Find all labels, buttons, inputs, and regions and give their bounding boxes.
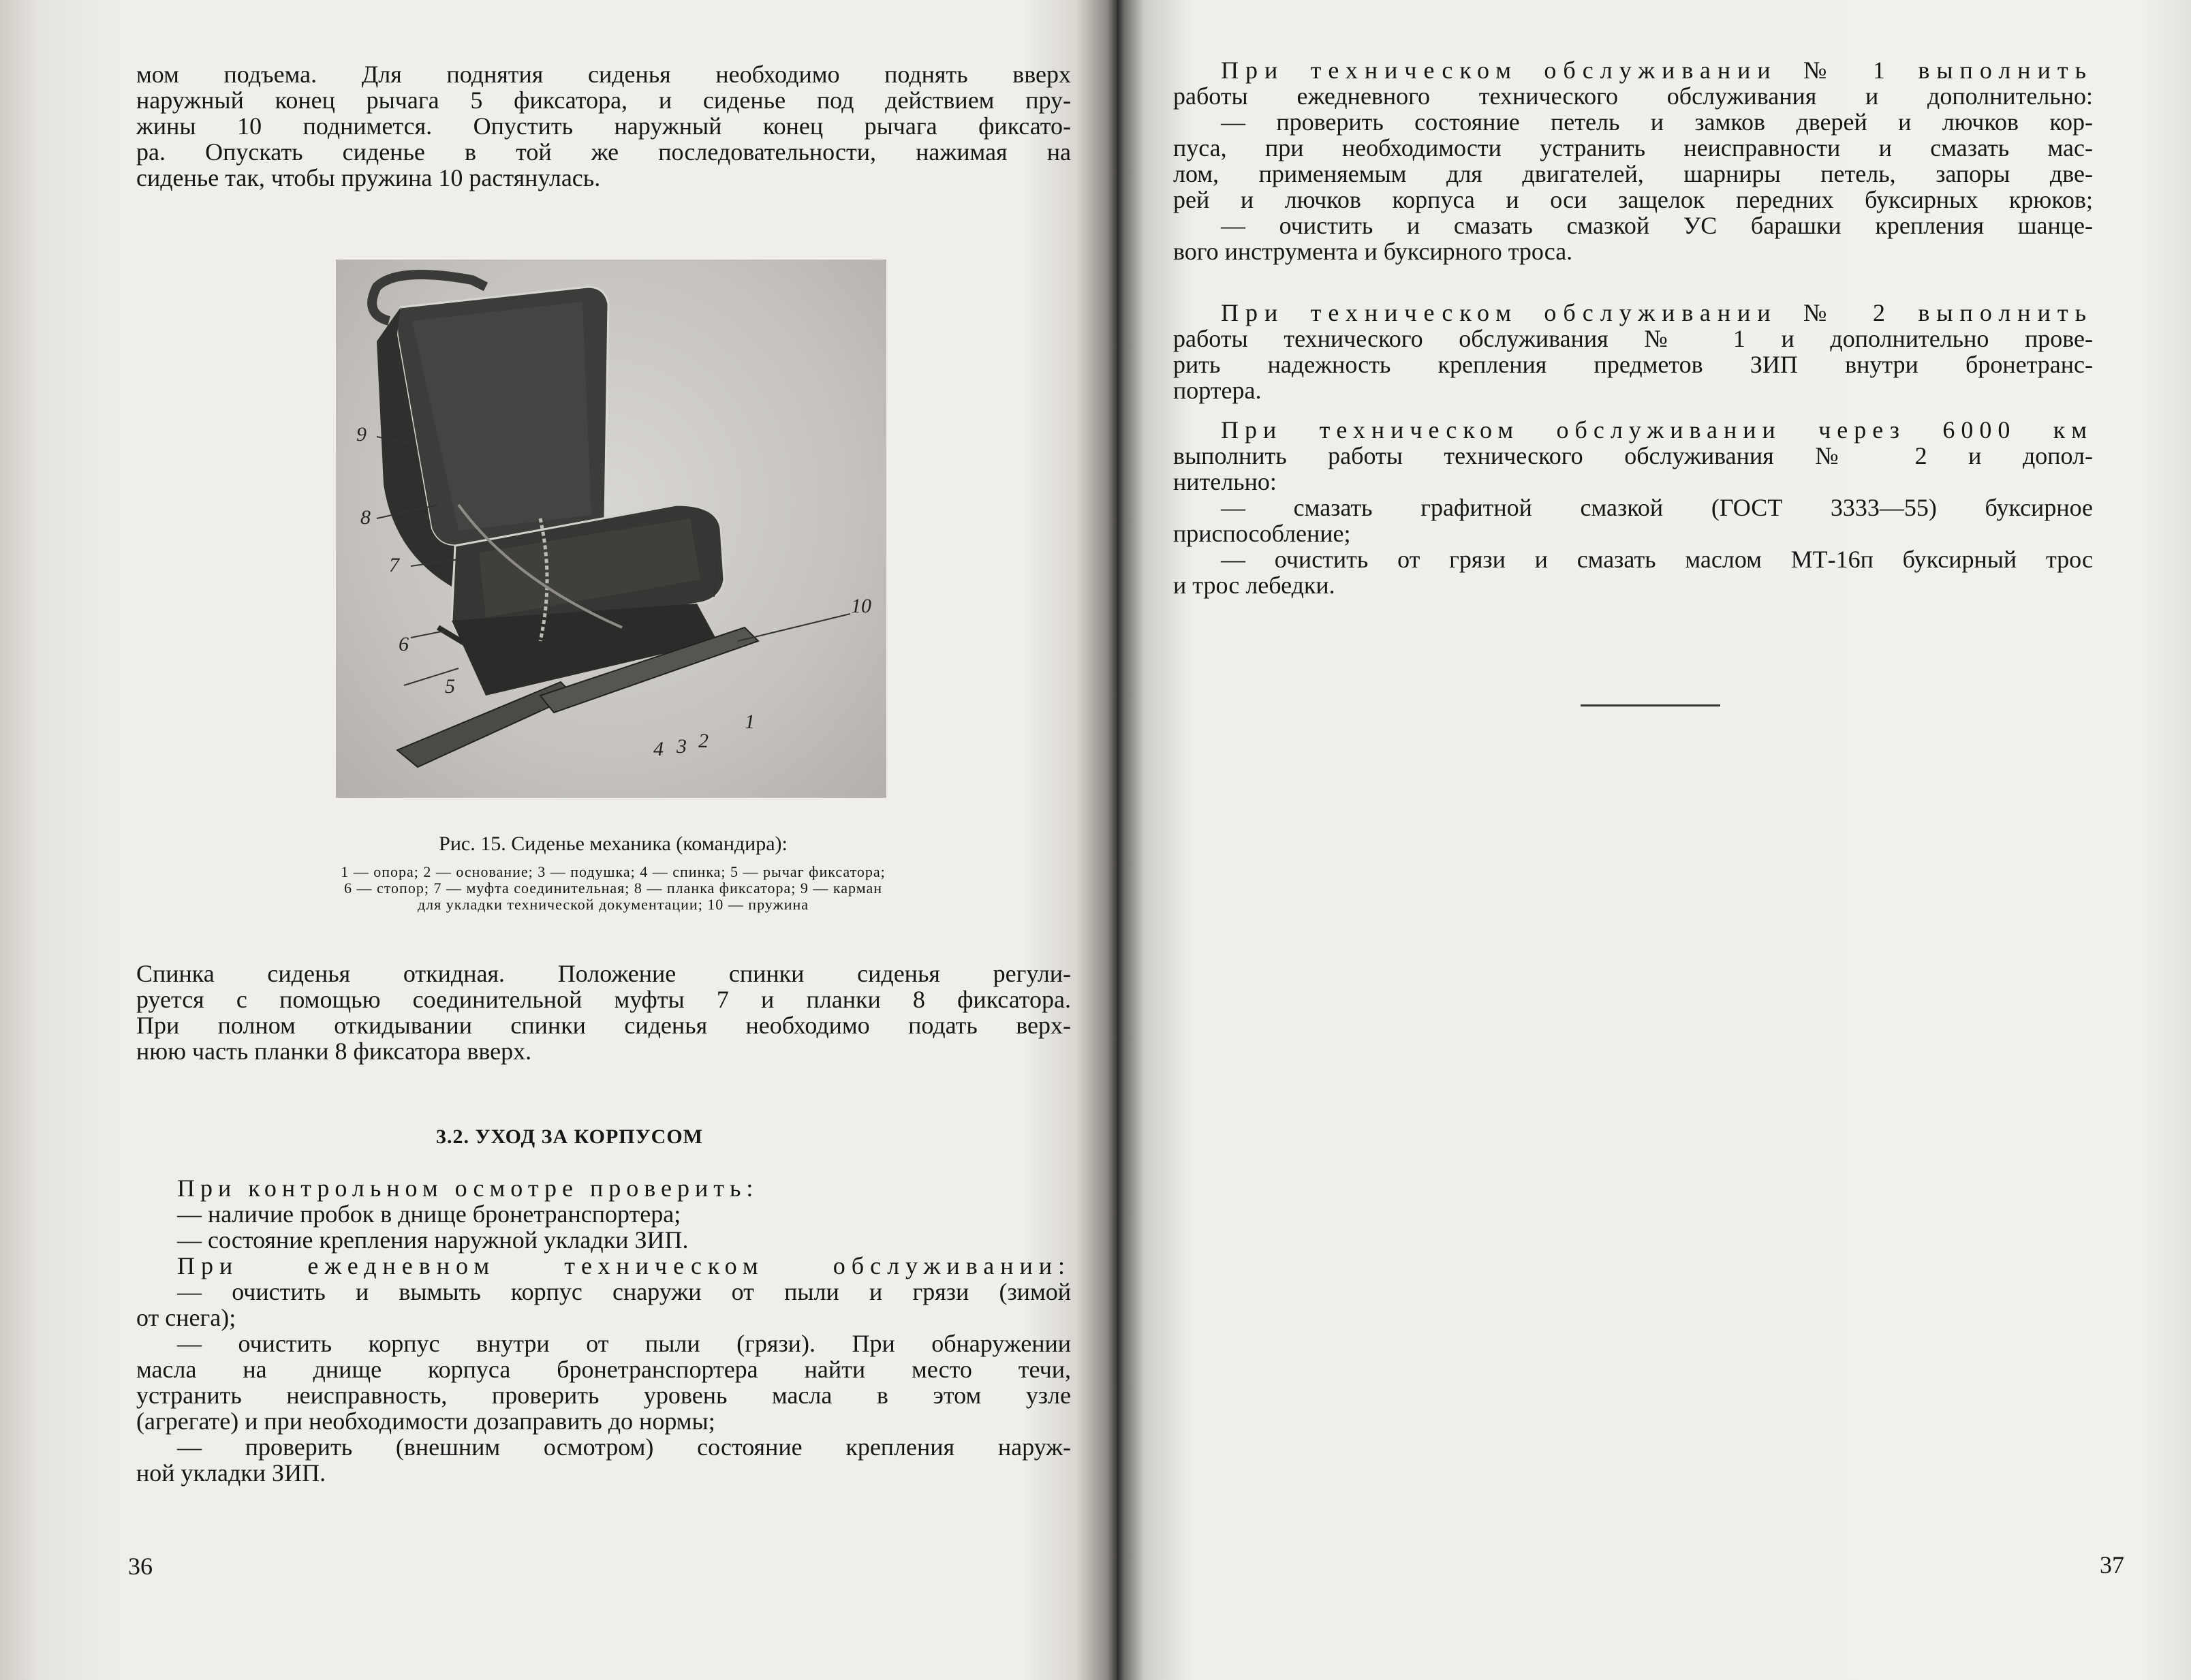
figure-caption-legend (225, 864, 1001, 913)
text-line: рей и лючков корпуса и оси защелок передних буксирных крюков; (1173, 186, 2093, 213)
seat-illustration (336, 260, 886, 798)
text-line: ра. Опускать сиденье в той же последовательности, нажимая на (136, 138, 1071, 166)
text-line: наружный конец рычага 5 фиксатора, и сиденье под действием пру- (136, 87, 1071, 114)
list-item: — смазать графитной смазкой (ГОСТ 3333—55) буксирное (1221, 494, 2093, 521)
text-line: нюю часть планки 8 фиксатора вверх. (136, 1038, 532, 1065)
text-line: мом подъема. Для поднятия сиденья необходимо поднять вверх (136, 61, 1071, 88)
callout-label: 5 (445, 675, 455, 698)
list-item: — очистить и вымыть корпус снаружи от пыли и грязи (зимой (177, 1278, 1071, 1305)
legend-line: 1 — опора; 2 — основание; 3 — подушка; 4 — спинка; 5 — рычаг фиксатора; (341, 863, 886, 880)
callout-label: 1 (745, 711, 755, 733)
callout-label: 7 (389, 554, 399, 576)
maintenance-6000-paragraph (1173, 417, 2093, 598)
list-item: масла на днище корпуса бронетранспортера найти место течи, (136, 1356, 1071, 1383)
to2-heading: При техническом обслуживании № 2 выполнить (1221, 299, 2093, 326)
callout-label: 3 (677, 735, 687, 758)
list-item: устранить неисправность, проверить уровень масла в этом узле (136, 1382, 1071, 1409)
text-line: и трос лебедки. (1173, 572, 1335, 599)
text-line: Спинка сиденья откидная. Положение спинки сиденья регули- (136, 960, 1071, 987)
seat-figure-photo (336, 260, 886, 798)
callout-label: 8 (360, 506, 371, 529)
list-item: — очистить и смазать смазкой УС барашки крепления шанце- (1221, 212, 2093, 239)
callout-label: 10 (851, 595, 871, 617)
seat-back-paragraph (136, 961, 1071, 1064)
legend-line: для укладки технической документации; 10 — пружина (417, 896, 809, 913)
callout-label: 6 (399, 633, 409, 655)
text-line: сиденье так, чтобы пружина 10 растянулась. (136, 164, 601, 191)
to6000-heading: При техническом обслуживании через 6000 км (1221, 416, 2093, 444)
list-item: — проверить (внешним осмотром) состояние крепления наруж- (177, 1433, 1071, 1461)
end-rule-divider (1581, 704, 1720, 706)
maintenance-2-paragraph (1173, 300, 2093, 403)
text-line: При полном откидывании спинки сиденья необходимо подать верх- (136, 1012, 1071, 1039)
list-item: от снега); (136, 1304, 236, 1331)
page-number: 37 (2100, 1551, 2124, 1578)
page-number: 36 (128, 1553, 153, 1580)
text-line: лом, применяемым для двигателей, шарниры петель, запоры две- (1173, 160, 2093, 187)
text-line: руется с помощью соединительной муфты 7 и планки 8 фиксатора. (136, 986, 1071, 1013)
hull-care-text (136, 1175, 1071, 1486)
to1-heading: При техническом обслуживании № 1 выполнить (1221, 57, 2093, 84)
list-item: — наличие пробок в днище бронетранспортера; (177, 1200, 681, 1228)
text-line: рить надежность крепления предметов ЗИП внутри бронетранс- (1173, 351, 2093, 378)
text-line: работы ежедневного технического обслуживания и дополнительно: (1173, 82, 2093, 110)
daily-maintenance-heading: При ежедневном техническом обслуживании: (177, 1252, 1071, 1279)
list-item: — очистить корпус внутри от пыли (грязи). При обнаружении (177, 1330, 1071, 1357)
text-line: вого инструмента и буксирного троса. (1173, 238, 1573, 265)
text-line: жины 10 поднимется. Опустить наружный конец рычага фиксато- (136, 112, 1071, 140)
text-line: работы технического обслуживания № 1 и дополнительно прове- (1173, 325, 2093, 352)
text-line: пуса, при необходимости устранить неисправности и смазать мас- (1173, 134, 2093, 161)
list-item: (агрегате) и при необходимости дозаправить до нормы; (136, 1407, 715, 1435)
text-line: выполнить работы технического обслуживания № 2 и допол- (1173, 442, 2093, 469)
callout-label: 2 (698, 730, 709, 752)
list-item: — проверить состояние петель и замков дверей и лючков кор- (1221, 108, 2093, 136)
callout-label: 4 (653, 738, 664, 760)
text-line: портера. (1173, 377, 1262, 404)
text-line: нительно: (1173, 468, 1277, 495)
control-inspection-heading: При контрольном осмотре проверить: (177, 1175, 759, 1202)
legend-line: 6 — стопор; 7 — муфта соединительная; 8 — планка фиксатора; 9 — карман (343, 880, 883, 897)
list-item: ной укладки ЗИП. (136, 1459, 326, 1487)
section-heading: 3.2. УХОД ЗА КОРПУСОМ (436, 1125, 703, 1148)
right-page (1117, 0, 2191, 1680)
text-line: приспособление; (1173, 520, 1351, 547)
maintenance-1-paragraph (1173, 57, 2093, 264)
intro-paragraph (136, 61, 1071, 191)
figure-caption-title: Рис. 15. Сиденье механика (командира): (439, 833, 788, 855)
callout-label: 9 (356, 423, 367, 446)
list-item: — очистить от грязи и смазать маслом МТ-16п буксирный трос (1221, 546, 2093, 573)
list-item: — состояние крепления наружной укладки ЗИП. (177, 1226, 689, 1254)
